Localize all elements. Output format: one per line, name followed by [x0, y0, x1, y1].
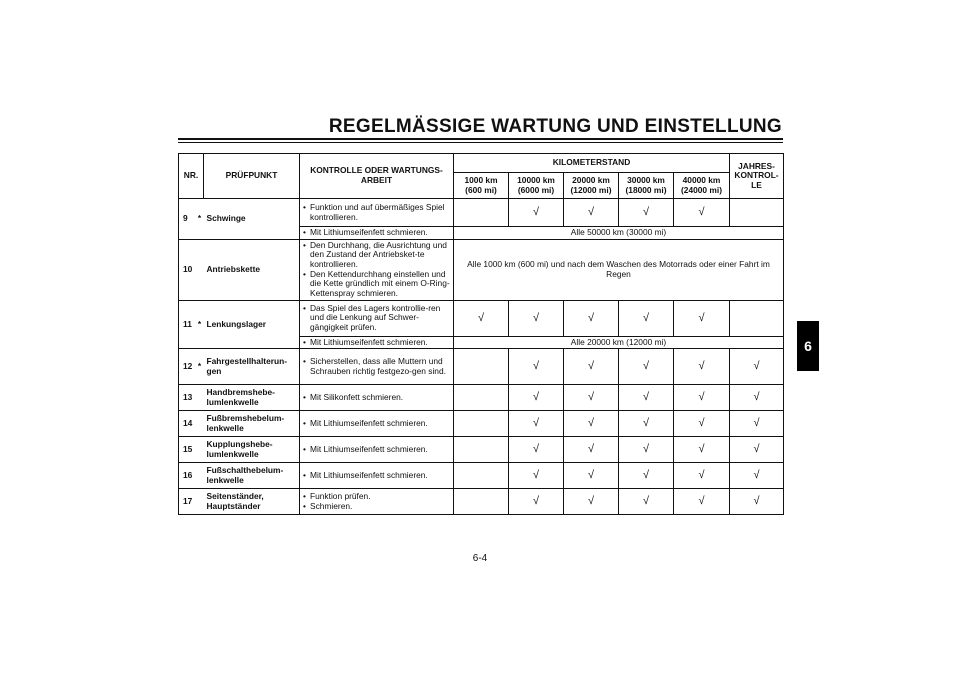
row-number: 10 — [179, 239, 196, 300]
row-action — [300, 239, 454, 300]
check-mark: √ — [619, 463, 674, 489]
check-mark: √ — [619, 199, 674, 227]
row-star: * — [196, 300, 204, 349]
check-mark: √ — [509, 437, 564, 463]
check-mark: √ — [509, 463, 564, 489]
empty-cell — [454, 199, 509, 227]
check-mark: √ — [509, 199, 564, 227]
row-action — [300, 227, 454, 240]
action-item: • Mit Silikonfett schmieren. — [303, 393, 450, 403]
interval-span: Alle 50000 km (30000 mi) — [454, 227, 784, 240]
row-star: * — [196, 349, 204, 385]
row-star — [196, 437, 204, 463]
check-mark: √ — [619, 300, 674, 336]
action-item: • Den Kettendurchhang einstellen und die Kette gründlich mit einem O-Ring-Kettenspray schmieren. — [303, 270, 450, 299]
check-mark: √ — [509, 385, 564, 411]
action-list — [303, 228, 450, 238]
check-mark: √ — [730, 437, 784, 463]
table-row — [179, 463, 784, 489]
row-check-point: Handbremshebe-lumlenkwelle — [204, 385, 300, 411]
empty-cell — [454, 489, 509, 515]
row-number: 11 — [179, 300, 196, 349]
row-check-point: Fußbremshebelum-lenkwelle — [204, 411, 300, 437]
check-mark: √ — [564, 349, 619, 385]
action-list — [303, 419, 450, 429]
check-mark: √ — [564, 300, 619, 336]
page-title: REGELMÄSSIGE WARTUNG UND EINSTELLUNG — [328, 116, 782, 137]
check-mark: √ — [730, 411, 784, 437]
table-row — [179, 437, 784, 463]
row-star — [196, 489, 204, 515]
check-mark: √ — [564, 437, 619, 463]
row-action — [300, 463, 454, 489]
header-annual: JAHRES-KONTROL-LE — [730, 154, 784, 199]
table-row — [179, 300, 784, 336]
check-mark: √ — [454, 300, 509, 336]
check-mark: √ — [730, 463, 784, 489]
row-number: 13 — [179, 385, 196, 411]
row-check-point: Seitenständer, Hauptständer — [204, 489, 300, 515]
action-item: • Schmieren. — [303, 502, 450, 512]
row-check-point: Fußschalthebelum-lenkwelle — [204, 463, 300, 489]
check-mark: √ — [674, 300, 730, 336]
empty-cell — [454, 349, 509, 385]
row-check-point: Schwinge — [204, 199, 300, 240]
table-row — [179, 385, 784, 411]
empty-cell — [454, 385, 509, 411]
action-list — [303, 357, 450, 376]
row-action — [300, 489, 454, 515]
empty-cell — [454, 437, 509, 463]
action-item: • Den Durchhang, die Ausrichtung und den Zustand der Antriebsket-te kontrollieren. — [303, 241, 450, 270]
row-number: 12 — [179, 349, 196, 385]
check-mark: √ — [619, 437, 674, 463]
check-mark: √ — [730, 385, 784, 411]
header-check-point: PRÜFPUNKT — [204, 154, 300, 199]
empty-cell — [454, 463, 509, 489]
header-nr: NR. — [179, 154, 204, 199]
action-item: • Funktion und auf übermäßiges Spiel kontrollieren. — [303, 203, 450, 222]
row-star: * — [196, 199, 204, 240]
check-mark: √ — [509, 489, 564, 515]
page-number: 6-4 — [472, 553, 488, 564]
action-list — [303, 393, 450, 403]
empty-cell — [454, 411, 509, 437]
interval-span: Alle 1000 km (600 mi) und nach dem Waschen des Motorrads oder einer Fahrt im Regen — [454, 239, 784, 300]
action-item: • Mit Lithiumseifenfett schmieren. — [303, 228, 450, 238]
header-km-20000: 20000 km (12000 mi) — [564, 173, 619, 199]
action-list — [303, 304, 450, 333]
check-mark: √ — [564, 199, 619, 227]
action-item: • Sicherstellen, dass alle Muttern und Schrauben richtig festgezo-gen sind. — [303, 357, 450, 376]
check-mark: √ — [674, 463, 730, 489]
check-mark: √ — [619, 349, 674, 385]
row-number: 17 — [179, 489, 196, 515]
row-star — [196, 385, 204, 411]
row-action — [300, 199, 454, 227]
table-row — [179, 239, 784, 300]
row-check-point: Antriebskette — [204, 239, 300, 300]
check-mark: √ — [509, 349, 564, 385]
action-item: • Das Spiel des Lagers kontrollie-ren und die Lenkung auf Schwer-gängigkeit prüfen. — [303, 304, 450, 333]
header-km-1000: 1000 km (600 mi) — [454, 173, 509, 199]
table-row — [179, 489, 784, 515]
check-mark: √ — [674, 437, 730, 463]
action-item: • Mit Lithiumseifenfett schmieren. — [303, 471, 450, 481]
row-star — [196, 411, 204, 437]
header-odometer: KILOMETERSTAND — [454, 154, 730, 173]
row-number: 9 — [179, 199, 196, 240]
table-row — [179, 199, 784, 227]
action-list — [303, 203, 450, 222]
schedule-body — [179, 199, 784, 515]
check-mark: √ — [564, 463, 619, 489]
action-list — [303, 492, 450, 511]
check-mark: √ — [564, 385, 619, 411]
row-check-point: Kupplungshebe-lumlenkwelle — [204, 437, 300, 463]
check-mark: √ — [674, 489, 730, 515]
check-mark: √ — [509, 300, 564, 336]
row-action — [300, 411, 454, 437]
check-mark: √ — [564, 489, 619, 515]
check-mark: √ — [730, 349, 784, 385]
header-km-30000: 30000 km (18000 mi) — [619, 173, 674, 199]
row-action — [300, 336, 454, 349]
check-mark: √ — [674, 385, 730, 411]
header-km-10000: 10000 km (6000 mi) — [509, 173, 564, 199]
row-action — [300, 385, 454, 411]
empty-cell — [730, 300, 784, 336]
table-row — [179, 411, 784, 437]
title-rule-thin — [178, 142, 783, 143]
chapter-tab: 6 — [797, 321, 819, 371]
maintenance-schedule-table — [178, 153, 784, 515]
check-mark: √ — [509, 411, 564, 437]
action-item: • Funktion prüfen. — [303, 492, 450, 502]
row-number: 15 — [179, 437, 196, 463]
row-star — [196, 463, 204, 489]
row-action — [300, 300, 454, 336]
row-action — [300, 437, 454, 463]
check-mark: √ — [619, 411, 674, 437]
empty-cell — [730, 199, 784, 227]
check-mark: √ — [619, 385, 674, 411]
action-list — [303, 471, 450, 481]
check-mark: √ — [730, 489, 784, 515]
action-list — [303, 445, 450, 455]
row-action — [300, 349, 454, 385]
row-number: 16 — [179, 463, 196, 489]
row-check-point: Fahrgestellhalterun-gen — [204, 349, 300, 385]
check-mark: √ — [619, 489, 674, 515]
header-action: KONTROLLE ODER WARTUNGS-ARBEIT — [300, 154, 454, 199]
header-km-40000: 40000 km (24000 mi) — [674, 173, 730, 199]
action-list — [303, 241, 450, 299]
row-check-point: Lenkungslager — [204, 300, 300, 349]
action-item: • Mit Lithiumseifenfett schmieren. — [303, 338, 450, 348]
check-mark: √ — [674, 411, 730, 437]
action-item: • Mit Lithiumseifenfett schmieren. — [303, 419, 450, 429]
check-mark: √ — [674, 349, 730, 385]
action-item: • Mit Lithiumseifenfett schmieren. — [303, 445, 450, 455]
check-mark: √ — [674, 199, 730, 227]
row-number: 14 — [179, 411, 196, 437]
title-rule — [178, 138, 783, 140]
interval-span: Alle 20000 km (12000 mi) — [454, 336, 784, 349]
table-row — [179, 349, 784, 385]
check-mark: √ — [564, 411, 619, 437]
action-list — [303, 338, 450, 348]
row-star — [196, 239, 204, 300]
